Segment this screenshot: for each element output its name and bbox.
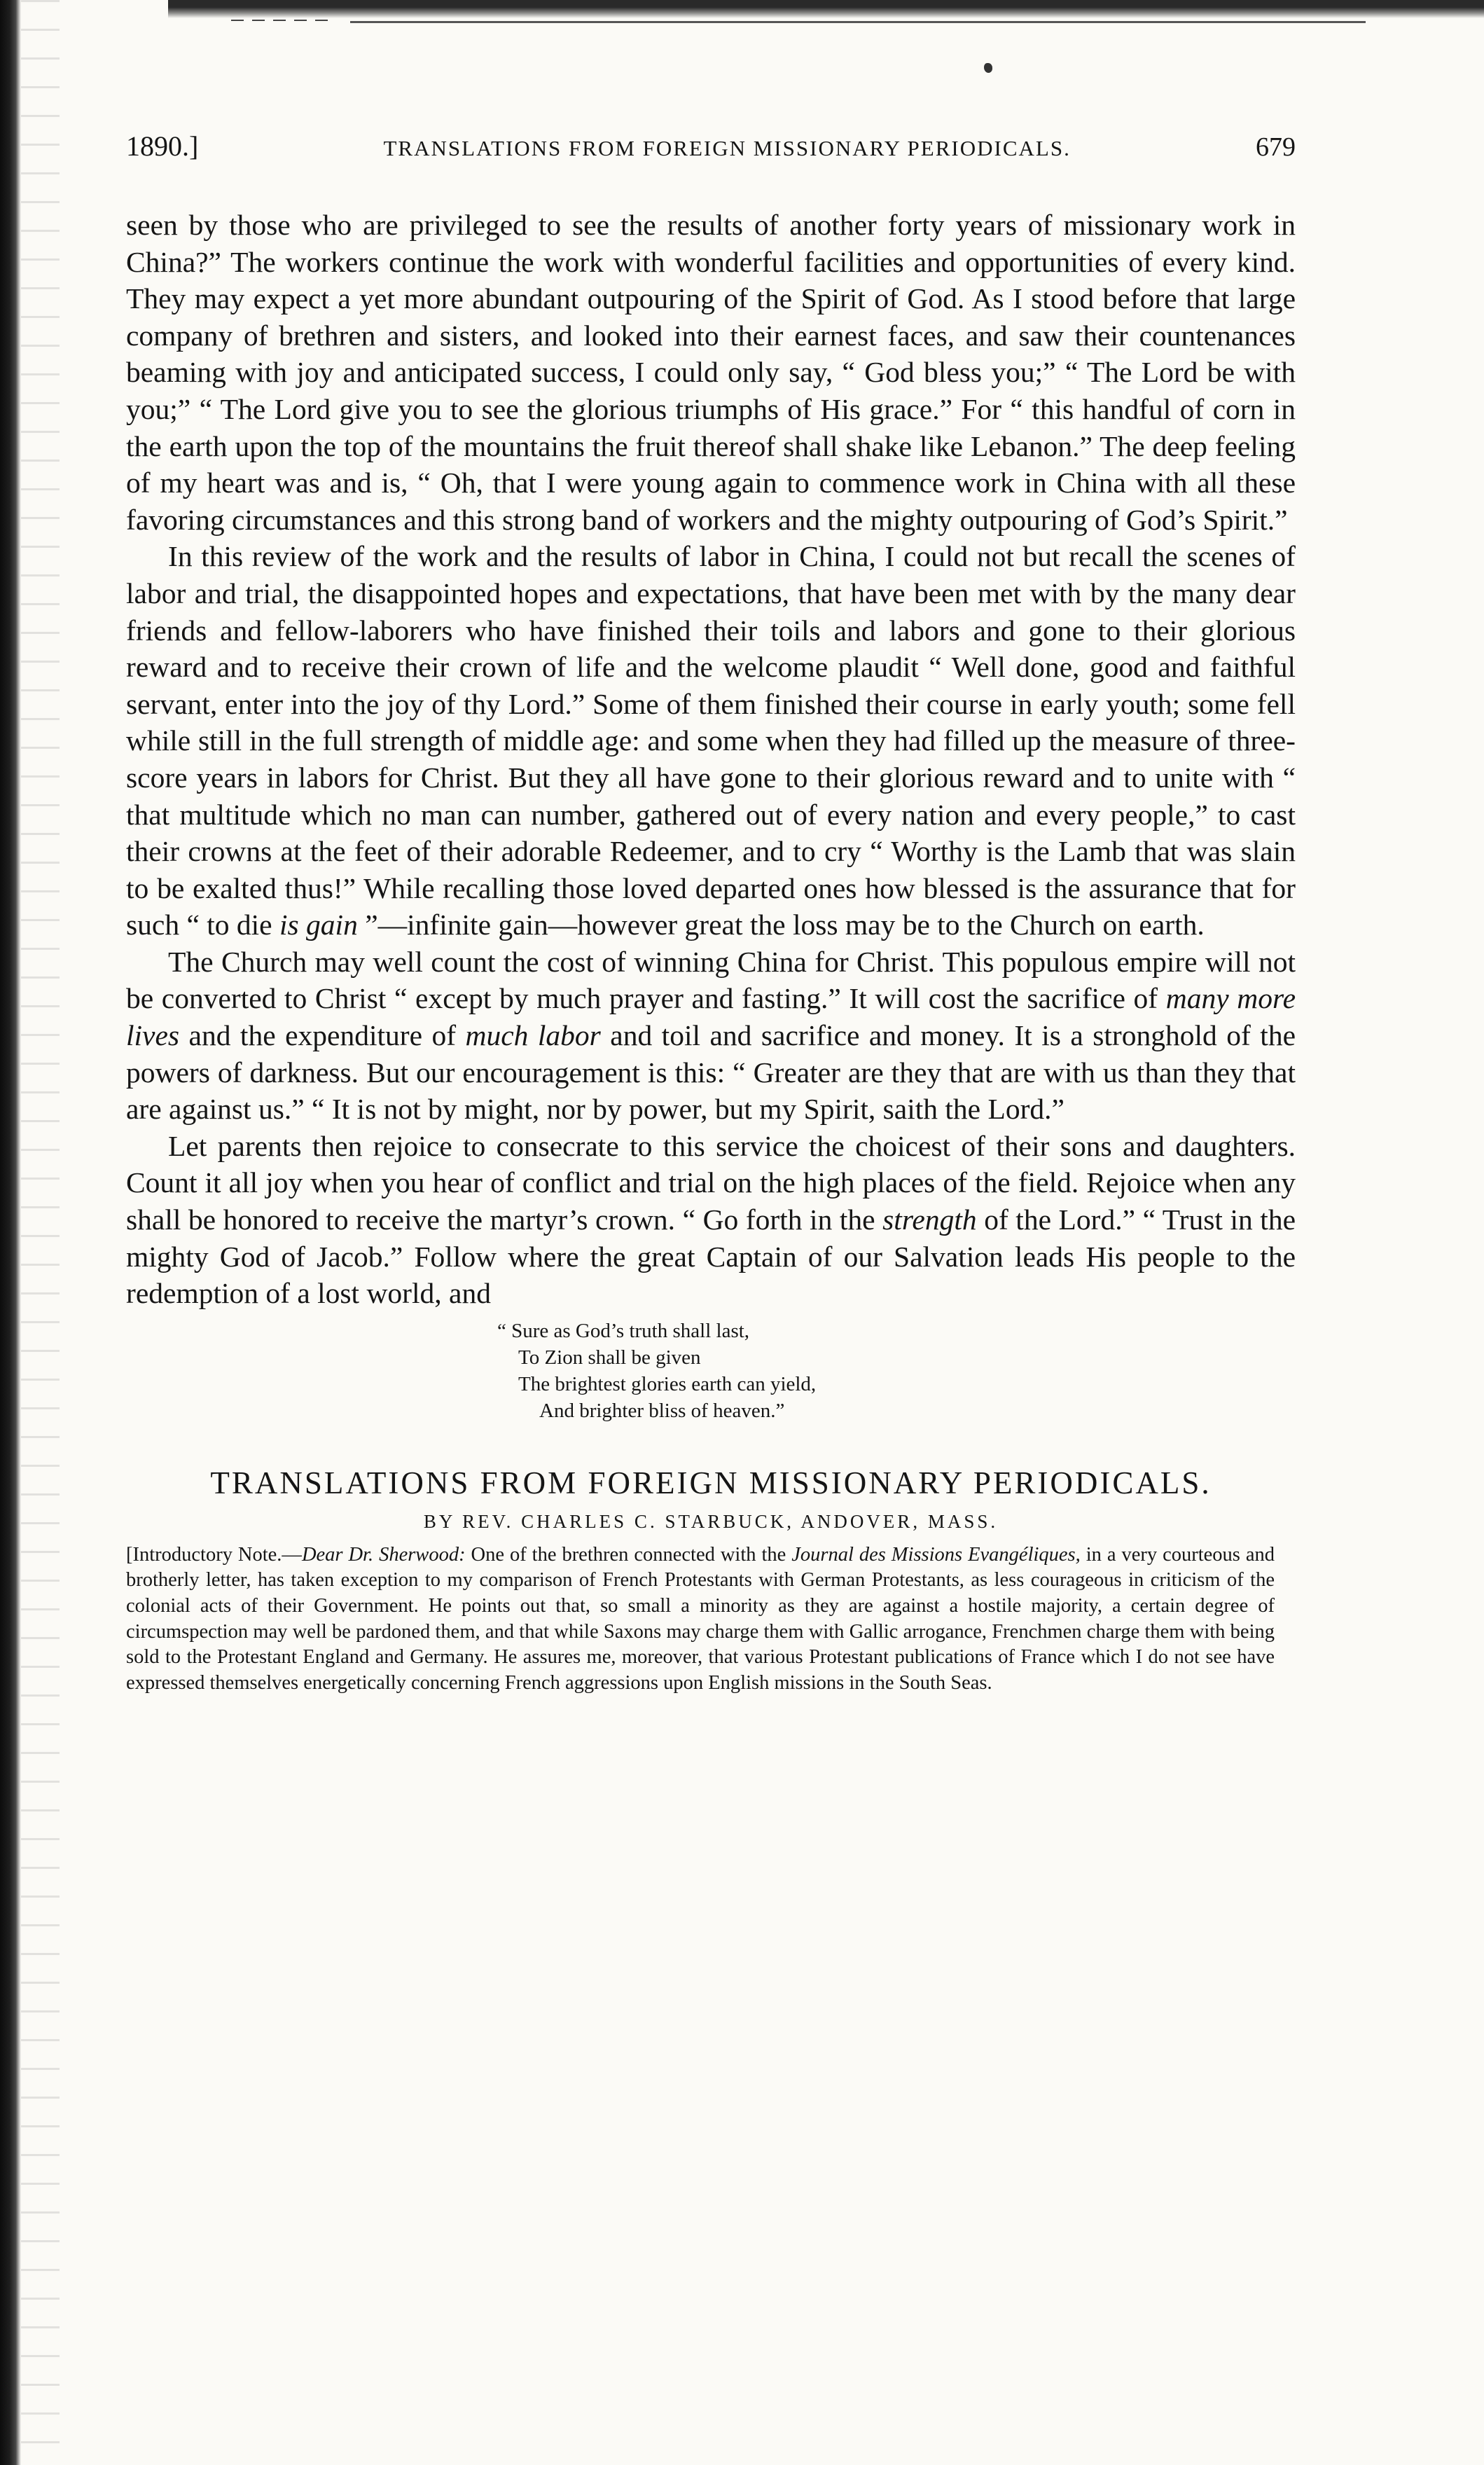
verse-line-3: The brightest glories earth can yield,: [518, 1372, 817, 1395]
book-binding-edge: [0, 0, 21, 2465]
scan-top-edge: [168, 0, 1484, 18]
paragraph-4: [126, 1128, 1296, 1312]
verse-line-4: And brighter bliss of heaven.”: [539, 1399, 785, 1422]
paragraph-2-text-a: In this review of the work and the results of labor in China, I could not but recall the scenes of labor and trial, the disappointed hopes and expectations, that have been met with by the many dear friends and fellow-laborers who have finished their toils and labors and gone to their glorious reward and to receive their crown of life and the welcome plaudit “ Well done, good and faithful servant, enter into the joy of thy Lord.” Some of them finished their course in early youth; some fell while still in the full strength of middle age: and some when they had filled up the measure of three-score years in labors for Christ. But they all have gone to their glorious reward and to unite with “ that multitude which no man can number, gathered out of every nation and every people,” to cast their crowns at the feet of their adorable Redeemer, and to cry “ Worthy is the Lamb that was slain to be exalted thus!” While recalling those loved departed ones how blessed is the assurance that for such “ to die: [126, 540, 1296, 941]
verse-line-1: “ Sure as God’s truth shall last,: [497, 1319, 750, 1342]
scan-dash-mark: [231, 20, 336, 21]
binding-shadow: [21, 0, 60, 2465]
note-text-b: One of the brethren connected with the: [465, 1543, 792, 1566]
running-head: [126, 130, 1296, 179]
section-title: TRANSLATIONS FROM FOREIGN MISSIONARY PERIODICALS.: [210, 1465, 1212, 1500]
running-head-title: TRANSLATIONS FROM FOREIGN MISSIONARY PERIODICALS.: [383, 136, 1071, 160]
paragraph-3-text-a: The Church may well count the cost of winning China for Christ. This populous empire will not be converted to Christ “ except by much prayer and fasting.” It will cost the sacrifice of: [126, 945, 1296, 1015]
paragraph-3-emphasis-2: much labor: [465, 1019, 601, 1052]
paragraph-2: [126, 538, 1296, 944]
paragraph-3: [126, 944, 1296, 1128]
verse-line-2: To Zion shall be given: [518, 1346, 701, 1369]
document-page: [126, 130, 1296, 1696]
paragraph-4-text-a: Let parents then rejoice to consecrate to this service the choicest of their sons and daughters. Count it all joy when you hear of conflict and trial on the high places of the field. Rejoice when any shall be honored to receive the martyr’s crown. “ Go forth in the: [126, 1129, 1296, 1236]
ink-blot: [984, 63, 992, 73]
note-text-c: in a very courteous and brotherly letter, has taken exception to my comparison of French Protestants with German Protestants, as less courageous in criticism of the colonial acts of their Government. He points out that, so small a minority as they are against a hostile majority, a certain degree of circumspection may well be pardoned them, and that while Saxons may charge them with Gallic arrogance, Frenchmen charge them with being sold to the Protestant England and Germany. He assures me, moreover, that various Protestant publications of France which I do not see have expressed themselves energetically concerning French aggressions upon English missions in the South Seas.: [126, 1543, 1275, 1694]
note-emphasis-1: Dear Dr. Sherwood:: [301, 1543, 466, 1566]
introductory-note: [126, 1542, 1275, 1697]
body-text: [126, 207, 1296, 1424]
verse-quote: [497, 1318, 1296, 1424]
paragraph-2-text-b: ”—infinite gain—however great the loss may be to the Church on earth.: [357, 909, 1205, 941]
paragraph-3-text-c: and toil and sacrifice and money. It is a stronghold of the powers of darkness. But our encouragement is this: “ Greater are they that are with us than they that are against us.” “ It is not by might, nor by power, but my Spirit, saith the Lord.”: [126, 1019, 1296, 1126]
running-head-year: 1890.]: [126, 130, 199, 162]
paragraph-4-text-b: of the Lord.” “ Trust in the mighty God of Jacob.” Follow where the great Captain of our Salvation leads His people to the redemption of a lost world, and: [126, 1203, 1296, 1310]
paragraph-3-emphasis-1: many more lives: [126, 982, 1296, 1052]
section-byline: BY REV. CHARLES C. STARBUCK, ANDOVER, MASS.: [423, 1510, 999, 1532]
note-text-a: [Introductory Note.—: [126, 1543, 302, 1566]
paragraph-2-emphasis: is gain: [279, 909, 358, 941]
paragraph-4-emphasis: strength: [882, 1203, 977, 1236]
scan-top-line: [350, 21, 1366, 23]
note-emphasis-2: Journal des Missions Evangéliques,: [791, 1543, 1081, 1566]
paragraph-1: seen by those who are privileged to see the results of another forty years of missionary work in China?” The workers continue the work with wonderful facilities and opportunities of every kind. They may expect a yet more abundant outpouring of the Spirit of God. As I stood before that large company of brethren and sisters, and looked into their earnest faces, and saw their countenances beaming with joy and anticipated success, I could only say, “ God bless you;” “ The Lord be with you;” “ The Lord give you to see the glorious triumphs of His grace.” For “ this handful of corn in the earth upon the top of the mountains the fruit thereof shall shake like Lebanon.” The deep feeling of my heart was and is, “ Oh, that I were young again to commence work in China with all these favoring circumstances and this strong band of workers and the mighty outpouring of God’s Spirit.”: [126, 209, 1296, 536]
page-number: 679: [1256, 132, 1296, 162]
paragraph-3-text-b: and the expenditure of: [179, 1019, 466, 1052]
